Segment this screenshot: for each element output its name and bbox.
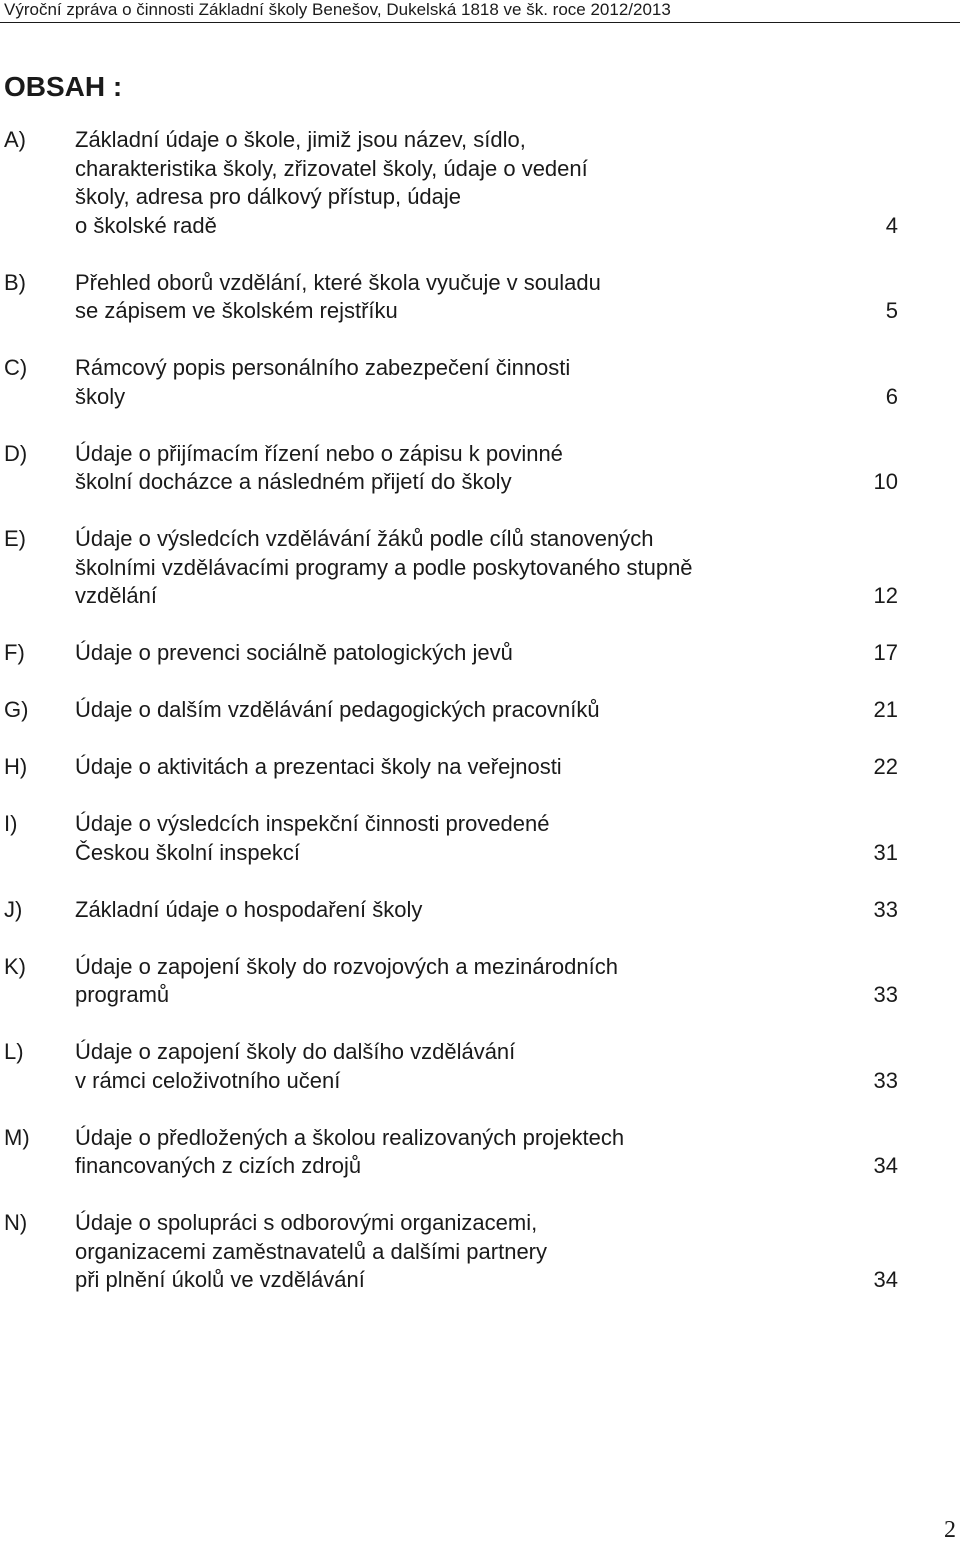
toc-entry bbox=[0, 1124, 960, 1181]
toc-entry-line: Údaje o dalším vzdělávání pedagogických pracovníků bbox=[75, 697, 600, 722]
toc-entry-line: školy bbox=[75, 383, 126, 409]
toc-entry-letter: J) bbox=[4, 896, 23, 922]
toc-entry-text bbox=[75, 1209, 775, 1295]
toc-entry-text bbox=[75, 525, 775, 611]
toc-entry-line: financovaných z cizích zdrojů bbox=[75, 1153, 362, 1178]
toc-entry-page: 33 bbox=[873, 1067, 898, 1093]
toc-entry-line: Údaje o předložených a školou realizovaných projektech bbox=[75, 1124, 625, 1150]
toc-entry-text bbox=[75, 354, 775, 411]
running-header: Výroční zpráva o činnosti Základní školy Benešov, Dukelská 1818 ve šk. roce 2012/2013 bbox=[4, 0, 671, 19]
toc-entry-text bbox=[75, 1124, 775, 1181]
toc-entry-letter: B) bbox=[4, 269, 26, 295]
toc-entry-page: 6 bbox=[885, 383, 898, 409]
toc-entry bbox=[0, 354, 960, 411]
toc-entry-letter: C) bbox=[4, 355, 28, 380]
toc-entry-page: 34 bbox=[873, 1267, 898, 1292]
toc-entry-line: Základní údaje o hospodaření školy bbox=[75, 896, 423, 922]
toc-entry bbox=[0, 1038, 960, 1095]
toc-entry-letter: A) bbox=[4, 127, 26, 152]
toc-entry-page: 17 bbox=[873, 640, 898, 665]
toc-entry-text bbox=[75, 269, 775, 326]
toc-entry-page: 4 bbox=[885, 212, 898, 238]
toc-entry-page: 34 bbox=[873, 1153, 898, 1178]
toc-entry-line: charakteristika školy, zřizovatel školy, údaje o vedení bbox=[75, 155, 588, 181]
toc-entry-line: v rámci celoživotního učení bbox=[75, 1067, 341, 1093]
toc-entry-letter: H) bbox=[4, 754, 28, 779]
toc-entry-line: Údaje o výsledcích inspekční činnosti provedené bbox=[75, 811, 550, 836]
toc-entry-line: Údaje o prevenci sociálně patologických jevů bbox=[75, 640, 513, 665]
toc-entry-line: Údaje o zapojení školy do dalšího vzdělávání bbox=[75, 1039, 516, 1064]
toc-entry-text bbox=[75, 753, 775, 782]
toc-entry bbox=[0, 269, 960, 326]
toc-entry bbox=[0, 810, 960, 867]
toc-entry-text bbox=[75, 440, 775, 497]
toc-entry-line: Českou školní inspekcí bbox=[75, 839, 300, 865]
toc-entry-text bbox=[75, 896, 775, 925]
toc-entry-text bbox=[75, 953, 775, 1010]
toc-entry-page: 21 bbox=[873, 697, 898, 722]
toc-entry-letter: M) bbox=[4, 1124, 30, 1150]
toc-entry-page: 10 bbox=[873, 469, 898, 494]
page-title: OBSAH : bbox=[4, 71, 123, 102]
toc-entry-text bbox=[75, 810, 775, 867]
toc-entry-page: 22 bbox=[873, 754, 898, 779]
toc-entry-letter: N) bbox=[4, 1210, 28, 1235]
toc-entry bbox=[0, 525, 960, 611]
toc-entry bbox=[0, 126, 960, 240]
toc-entry bbox=[0, 696, 960, 725]
toc-entry-line: Rámcový popis personálního zabezpečení činnosti bbox=[75, 355, 571, 380]
toc-entry-page: 31 bbox=[873, 839, 898, 865]
toc-entry-page: 5 bbox=[885, 298, 898, 323]
toc-entry-line: organizacemi zaměstnavatelů a dalšími partnery bbox=[75, 1238, 548, 1264]
toc-entry-line: o školské radě bbox=[75, 212, 217, 238]
toc-entry-letter: K) bbox=[4, 953, 26, 979]
toc-entry-page: 33 bbox=[873, 896, 898, 922]
toc-entry bbox=[0, 1209, 960, 1295]
toc-entry-line: se zápisem ve školském rejstříku bbox=[75, 298, 398, 323]
toc-entry-page: 33 bbox=[873, 982, 898, 1007]
toc-entry-line: vzdělání bbox=[75, 583, 157, 608]
toc-entry-line: Údaje o spolupráci s odborovými organizacemi, bbox=[75, 1210, 538, 1235]
toc-entry bbox=[0, 639, 960, 668]
toc-entry-line: při plnění úkolů ve vzdělávání bbox=[75, 1267, 365, 1292]
toc-entry-text bbox=[75, 1038, 775, 1095]
toc-entry-letter: D) bbox=[4, 440, 28, 466]
toc-entry-line: Údaje o přijímacím řízení nebo o zápisu k povinné bbox=[75, 440, 563, 466]
toc-entry bbox=[0, 896, 960, 925]
toc-entry-line: Údaje o výsledcích vzdělávání žáků podle cílů stanovených bbox=[75, 526, 654, 551]
toc-entry-line: programů bbox=[75, 982, 170, 1007]
toc-entry-letter: L) bbox=[4, 1039, 24, 1064]
toc-entry bbox=[0, 753, 960, 782]
toc-entry-text bbox=[75, 696, 775, 725]
toc-entry-text bbox=[75, 639, 775, 668]
toc-entry-letter: G) bbox=[4, 697, 29, 722]
toc-entry bbox=[0, 440, 960, 497]
toc-entry-line: Základní údaje o škole, jimiž jsou název, sídlo, bbox=[75, 127, 526, 152]
toc-entry bbox=[0, 953, 960, 1010]
header-divider bbox=[0, 22, 960, 23]
toc-entry-line: Přehled oborů vzdělání, které škola vyučuje v souladu bbox=[75, 269, 601, 295]
toc-entry-letter: F) bbox=[4, 640, 25, 665]
toc-entry-line: školy, adresa pro dálkový přístup, údaje bbox=[75, 184, 462, 209]
toc-entry-letter: E) bbox=[4, 526, 26, 551]
toc-entry-line: školními vzdělávacími programy a podle poskytovaného stupně bbox=[75, 554, 693, 580]
toc-entry-line: školní docházce a následném přijetí do školy bbox=[75, 469, 512, 494]
table-of-contents bbox=[0, 126, 960, 1323]
toc-entry-page: 12 bbox=[873, 583, 898, 608]
toc-entry-text bbox=[75, 126, 775, 240]
toc-entry-line: Údaje o zapojení školy do rozvojových a mezinárodních bbox=[75, 953, 618, 979]
page-number: 2 bbox=[944, 1517, 956, 1543]
toc-entry-line: Údaje o aktivitách a prezentaci školy na veřejnosti bbox=[75, 754, 562, 779]
toc-entry-letter: I) bbox=[4, 811, 18, 836]
